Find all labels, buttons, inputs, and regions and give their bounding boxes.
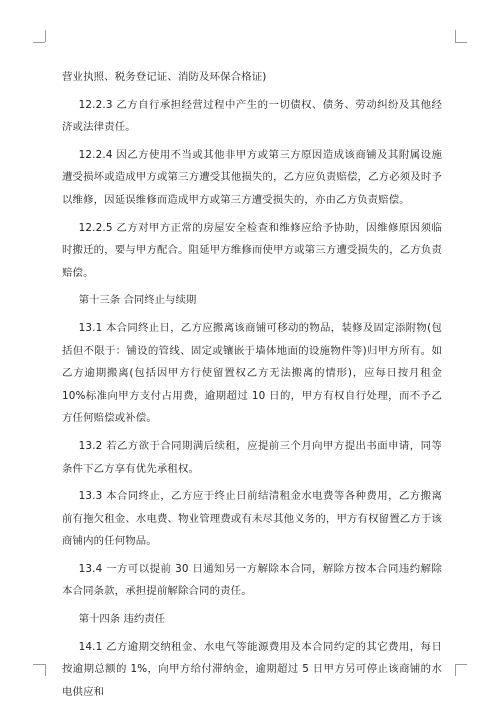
clause-14-1: 14.1 乙方逾期交纳租金、水电气等能源费用及本合同约定的其它费用，每日按逾期总额的 1%，向甲方给付滞纳金，逾期超过 5 日甲方另可停止该商铺的水电供应和 bbox=[62, 640, 442, 698]
continued-text: 营业执照、税务登记证、消防及环保合格证) bbox=[62, 71, 267, 83]
clause-12-2-5: 12.2.5 乙方对甲方正常的房屋安全检查和维修应给予协助，因维修原因须临时搬迁的，要与甲方配合。阻延甲方维修而使甲方或第三方遭受损失的，乙方负责赔偿。 bbox=[62, 221, 442, 279]
article-14-heading: 第十四条 违约责任 bbox=[78, 613, 166, 626]
clause-13-1: 13.1 本合同终止日，乙方应搬离该商铺可移动的物品，装修及固定添附物(包括但不限于：铺设的管线、固定或镶嵌于墙体地面的设施物件等)归甲方所有。如乙方逾期搬离(包括因甲方行使留置权乙方无法搬离的情形)，应每日按月租金 10%标准向甲方支付占用费，逾期超过 10 日的，甲方有权自行处理，而不予乙方任何赔偿或补偿。 bbox=[62, 321, 442, 425]
clause-13-2: 13.2 若乙方欲于合同期满后续租，应提前三个月向甲方提出书面申请，同等条件下乙方享有优先承租权。 bbox=[62, 439, 442, 475]
clause-13-4: 13.4 一方可以提前 30 日通知另一方解除本合同，解除方按本合同违约解除本合同条款，承担提前解除合同的责任。 bbox=[62, 562, 442, 598]
document-page bbox=[62, 66, 442, 708]
clause-12-2-4: 12.2.4 因乙方使用不当或其他非甲方或第三方原因造成该商铺及其附属设施遭受损坏或造成甲方或第三方遭受其他损失的，乙方应负责赔偿，乙方必须及时予以维修，因延误维修而造成甲方或第三方遭受损失的，亦由乙方负责赔偿。 bbox=[62, 148, 442, 206]
article-13-heading: 第十三条 合同终止与续期 bbox=[78, 294, 197, 307]
clause-12-2-3: 12.2.3 乙方自行承担经营过程中产生的一切债权、债务、劳动纠纷及其他经济或法律责任。 bbox=[62, 98, 442, 134]
clause-13-3: 13.3 本合同终止，乙方应于终止日前结清租金水电费等各种费用，乙方搬离前有拖欠租金、水电费、物业管理费或有未尽其他义务的，甲方有权留置乙方于该商铺内的任何物品。 bbox=[62, 490, 442, 548]
